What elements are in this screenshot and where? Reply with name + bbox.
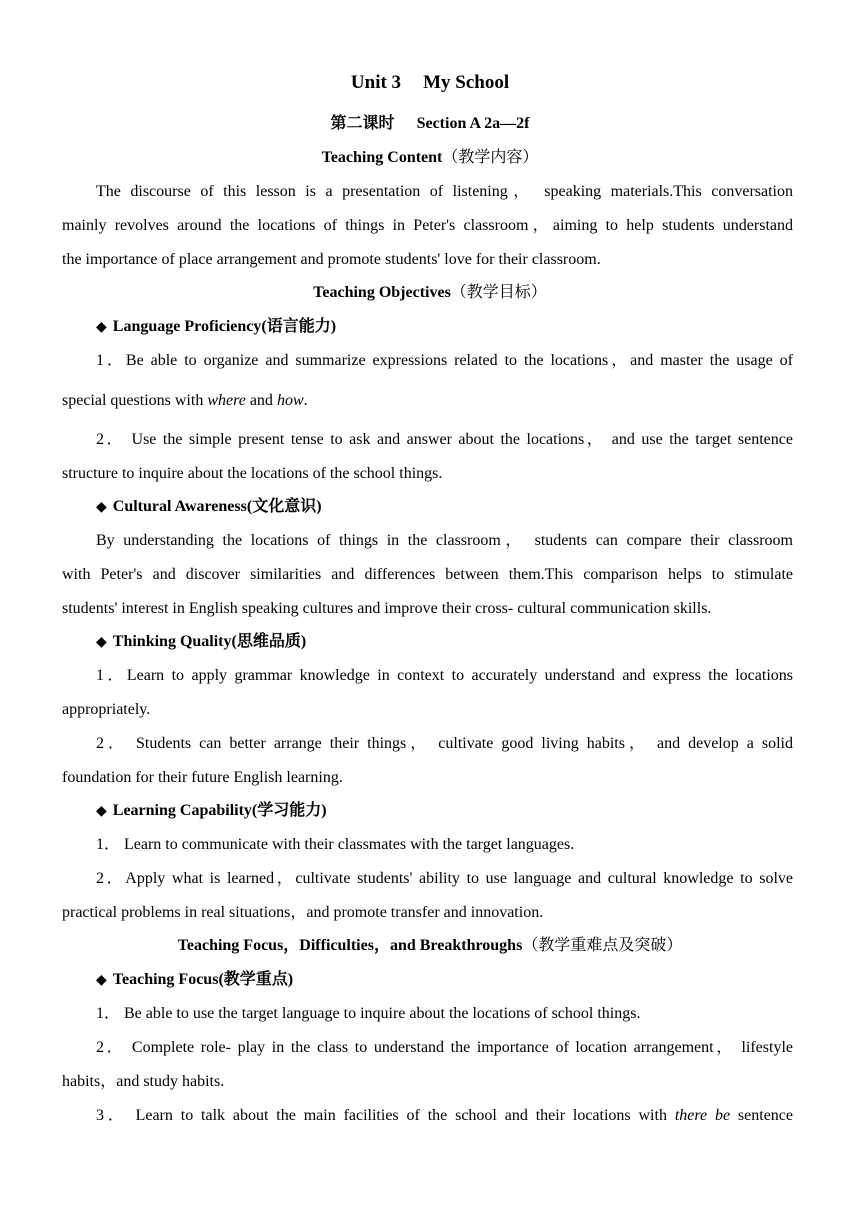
cultural-awareness-heading: ◆ Cultural Awareness(文化意识) (96, 498, 322, 515)
thinking-item-line: 1．Learn to apply grammar knowledge in context to accurately understand and express the locations (96, 667, 794, 684)
teaching-objectives-heading: Teaching Objectives（教学目标） (313, 284, 547, 301)
language-item-line: 2． Use the simple present tense to ask and answer about the locations， and use the target sentence (96, 431, 793, 448)
focus-item-line: 2． Complete role- play in the class to understand the importance of location arrangement， lifestyle (96, 1039, 794, 1056)
language-item-line: 1．Be able to organize and summarize expressions related to the locations，and master the usage of (96, 352, 793, 369)
thinking-item-line: appropriately. (62, 701, 151, 718)
teaching-content-heading: Teaching Content（教学内容） (321, 149, 539, 166)
unit-name: My School (423, 72, 510, 93)
content-paragraph-line: the importance of place arrangement and promote students' love for their classroom. (62, 251, 601, 268)
diamond-bullet-icon: ◆ (96, 320, 107, 335)
culture-paragraph-line: with Peter's and discover similarities and differences between them.This comparison helps to stimulate (62, 566, 793, 583)
diamond-bullet-icon: ◆ (96, 635, 107, 650)
page-title (0, 73, 860, 93)
section-label: Section A 2a—2f (416, 115, 530, 132)
culture-paragraph-line: students' interest in English speaking cultures and improve their cross- cultural communication skills. (62, 600, 712, 617)
learning-item-line: 2．Apply what is learned，cultivate students' ability to use language and cultural knowledge to solve (96, 870, 793, 887)
learning-item-line: practical problems in real situations，and promote transfer and innovation. (62, 904, 544, 921)
keyword-where: where (207, 392, 246, 409)
focus-item-line: 3． Learn to talk about the main facilities of the school and their locations with there be sentence (96, 1107, 793, 1124)
teaching-focus-heading: ◆ Teaching Focus(教学重点) (96, 971, 294, 988)
learning-item-line: 1． Learn to communicate with their classmates with the target languages. (96, 836, 575, 853)
unit-label: Unit 3 (350, 72, 402, 93)
thinking-item-line: 2． Students can better arrange their things， cultivate good living habits， and develop a solid (96, 735, 793, 752)
language-item-line: structure to inquire about the locations of the school things. (62, 465, 443, 482)
lesson-subtitle (0, 114, 860, 134)
focus-item-line: habits，and study habits. (62, 1073, 225, 1090)
learning-capability-heading: ◆ Learning Capability(学习能力) (96, 802, 327, 819)
language-proficiency-heading: ◆ Language Proficiency(语言能力) (96, 318, 337, 335)
language-item-line: special questions with where and how. (62, 392, 308, 409)
focus-item-line: 1． Be able to use the target language to inquire about the locations of school things. (96, 1005, 641, 1022)
thinking-item-line: foundation for their future English learning. (62, 769, 343, 786)
diamond-bullet-icon: ◆ (96, 500, 107, 515)
focus-difficulties-heading: Teaching Focus，Difficulties，and Breakthroughs（教学重难点及突破） (177, 937, 683, 954)
period-label: 第二课时 (330, 115, 395, 132)
diamond-bullet-icon: ◆ (96, 973, 107, 988)
culture-paragraph-line: By understanding the locations of things in the classroom， students can compare their classroom (96, 532, 793, 549)
content-paragraph-line: mainly revolves around the locations of things in Peter's classroom，aiming to help students understand (62, 217, 793, 234)
diamond-bullet-icon: ◆ (96, 804, 107, 819)
thinking-quality-heading: ◆ Thinking Quality(思维品质) (96, 633, 307, 650)
content-paragraph-line: The discourse of this lesson is a presentation of listening， speaking materials.This conversation (96, 183, 793, 200)
keyword-there-be: there be (674, 1107, 731, 1124)
keyword-how: how (276, 392, 304, 409)
